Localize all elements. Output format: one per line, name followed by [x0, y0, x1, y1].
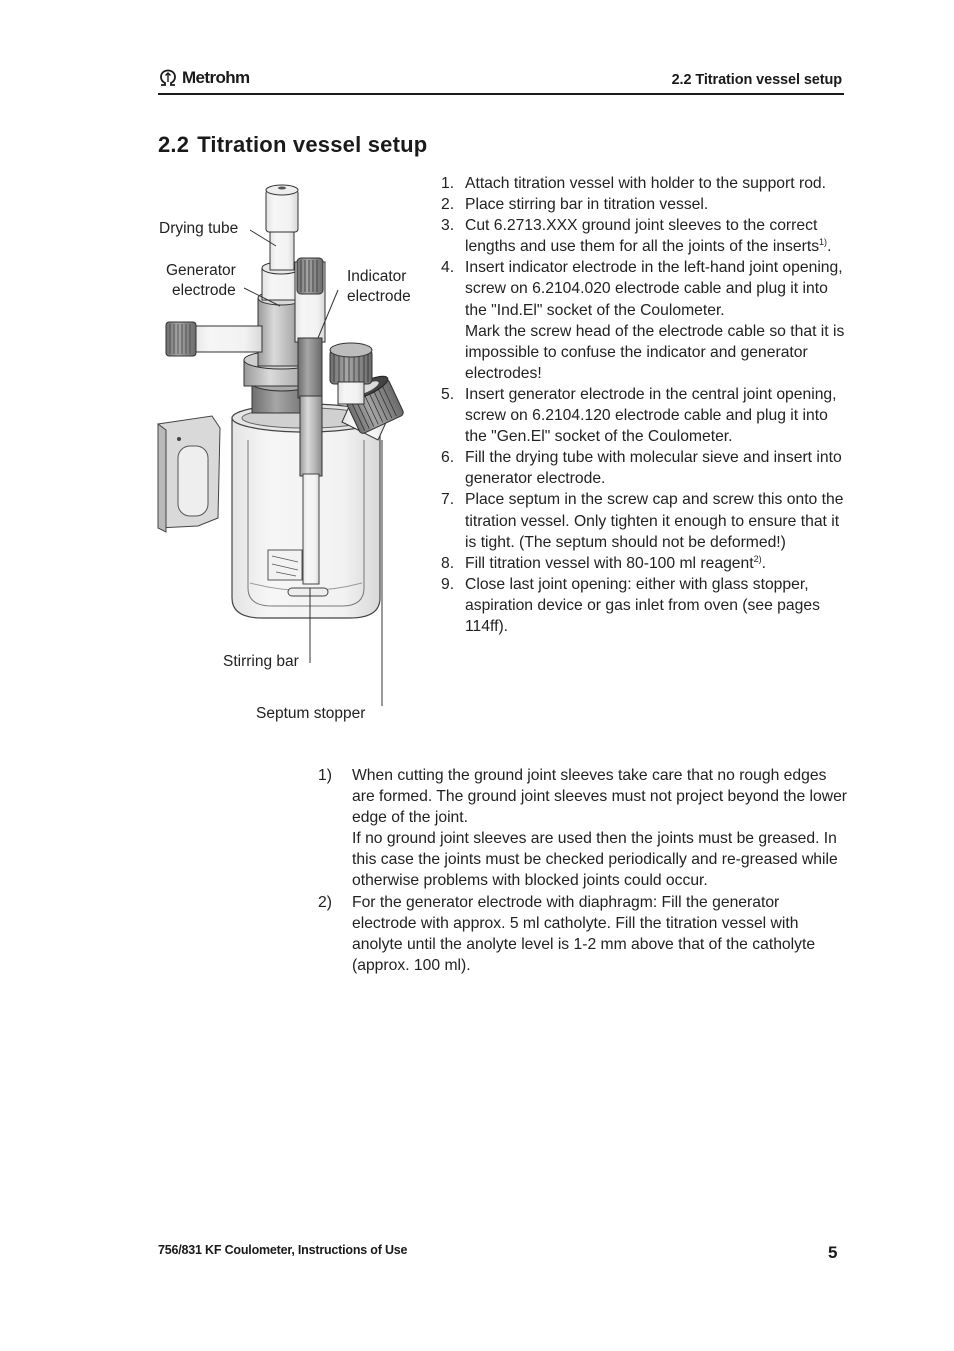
label-generator-line2: electrode: [172, 282, 236, 299]
titration-vessel-illustration: [152, 178, 432, 723]
footnote-1: 1) When cutting the ground joint sleeves take care that no rough edges are formed. The ground joint sleeves must not project beyond the lower edge of the joint. If no ground joint sleeves are used then the joints must be greased. In this case the joints must be checked periodically and re-greased while otherwise problems with blocked joints could occur.: [318, 767, 848, 890]
section-title: [158, 132, 427, 158]
list-item: 2. Place stirring bar in titration vessel.: [441, 196, 709, 214]
section-title-text: Titration vessel setup: [197, 132, 428, 157]
metrohm-omega-icon: [158, 68, 178, 88]
header-rule: [158, 93, 844, 95]
list-item: 8. Fill titration vessel with 80-100 ml reagent$^{2)}$.: [441, 553, 766, 572]
page-number: 5: [828, 1243, 838, 1262]
brand-logo: [158, 66, 250, 90]
footnotes: [318, 765, 848, 976]
label-septum-stopper: Septum stopper: [256, 705, 366, 722]
drying-tube-drawing: [266, 185, 298, 270]
list-item: 9. Close last joint opening: either with glass stopper, aspiration device or gas inlet from oven (see pages 114ff).: [441, 575, 820, 635]
logo-text: Metrohm: [182, 68, 250, 87]
stirring-bar-drawing: [288, 588, 328, 596]
titration-vessel-figure: [152, 178, 432, 723]
section-number: 2.2: [158, 132, 190, 157]
footer-doc-title: 756/831 KF Coulometer, Instructions of Use: [158, 1243, 408, 1257]
list-item: 5. Insert generator electrode in the central joint opening, screw on 6.2104.120 electrode cable and plug it into the "Gen.El" socket of the Coulometer.: [441, 385, 837, 446]
list-item: 1. Attach titration vessel with holder to the support rod.: [441, 175, 827, 192]
list-item: 3. Cut 6.2713.XXX ground joint sleeves to the correct lengths and use them for all the joints of the inserts$^{1)}$.: [441, 217, 832, 256]
vessel-holder: [158, 416, 220, 532]
setup-steps-list: [441, 173, 851, 637]
label-drying-tube: Drying tube: [159, 220, 239, 237]
label-indicator-line2: electrode: [347, 288, 411, 305]
header-section-ref: 2.2 Titration vessel setup: [671, 72, 842, 88]
list-item: 6. Fill the drying tube with molecular sieve and insert into generator electrode.: [441, 449, 842, 488]
electrode-tip: [268, 550, 302, 580]
footnote-2: 2) For the generator electrode with diaphragm: Fill the generator electrode with approx. 5 ml catholyte. Fill the titration vessel with anolyte until the anolyte level is 1-2 mm above that of the catholyte (approx. 100 ml).: [318, 893, 816, 974]
label-generator-line1: Generator: [166, 262, 236, 279]
list-item: 7. Place septum in the screw cap and screw this onto the titration vessel. Only tighten it enough to ensure that it is tight. (The septum should not be deformed!): [441, 491, 844, 551]
label-indicator-line1: Indicator: [347, 268, 407, 285]
list-item: 4. Insert indicator electrode in the left-hand joint opening, screw on 6.2104.020 electrode cable and plug it into the "Ind.El" socket of the Coulometer. Mark the screw head of the electrode cable so that it is impossible to confuse the indicator and generator electrodes!: [441, 259, 845, 382]
label-stirring-bar: Stirring bar: [223, 653, 299, 670]
